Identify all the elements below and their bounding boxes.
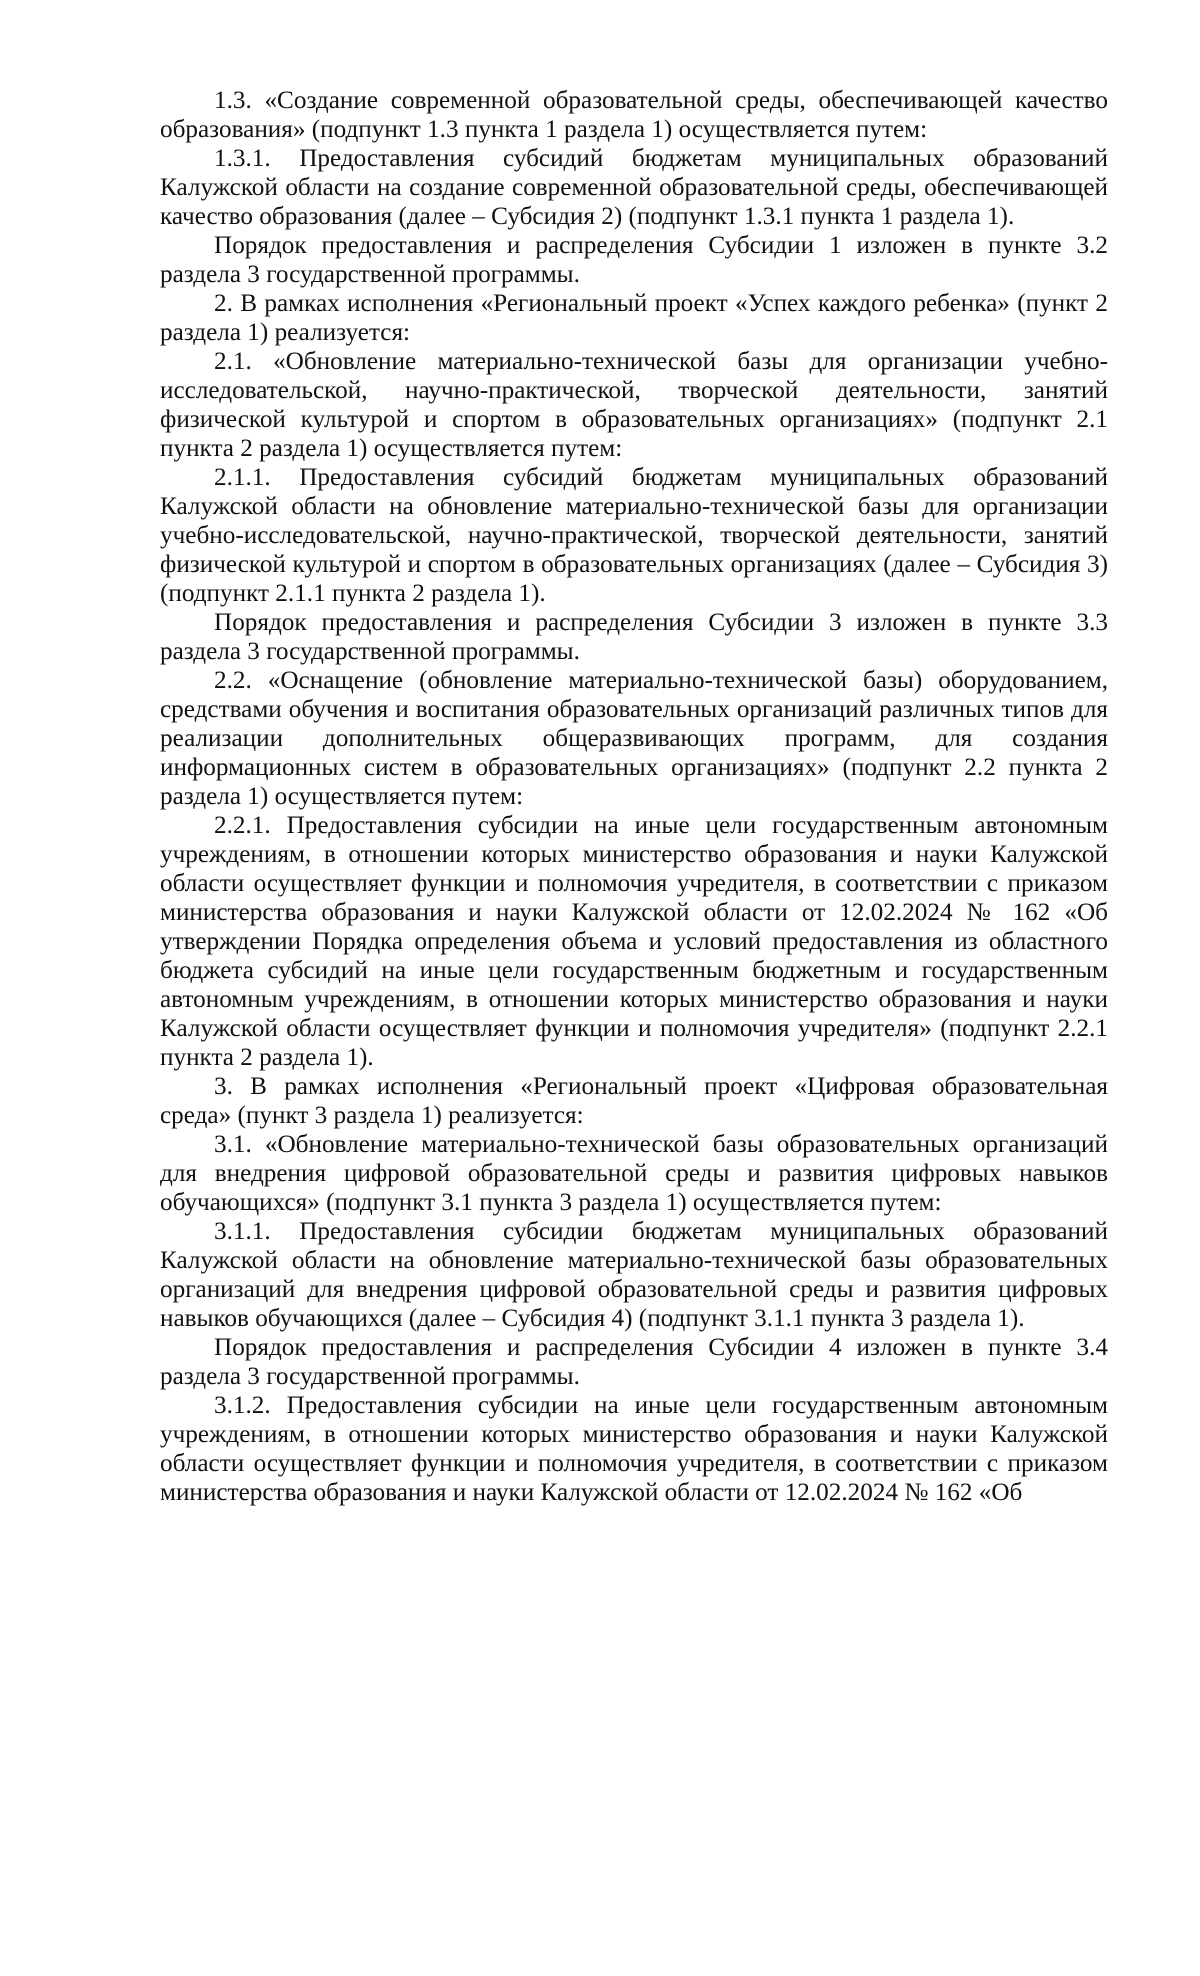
- paragraph: 2.1. «Обновление материально-технической базы для организации учебно-исследовательской, научно-практической, творческой деятельности, занятий физической культурой и спортом в образовательных организациях» (подпункт 2.1 пункта 2 раздела 1) осуществляется путем:: [160, 348, 1108, 462]
- document-body: [160, 86, 1108, 1507]
- paragraph: 2.2.1. Предоставления субсидии на иные цели государственным автономным учреждениям, в отношении которых министерство образования и науки Калужской области осуществляет функции и полномочия учредителя, в соответствии с приказом министерства образования и науки Калужской области от 12.02.2024 № 162 «Об утверждении Порядка определения объема и условий предоставления из областного бюджета субсидий на иные цели государственным бюджетным и государственным автономным учреждениям, в отношении которых министерство образования и науки Калужской области осуществляет функции и полномочия учредителя» (подпункт 2.2.1 пункта 2 раздела 1).: [160, 812, 1108, 1071]
- paragraph: Порядок предоставления и распределения Субсидии 1 изложен в пункте 3.2 раздела 3 государственной программы.: [160, 232, 1108, 288]
- paragraph: Порядок предоставления и распределения Субсидии 4 изложен в пункте 3.4 раздела 3 государственной программы.: [160, 1334, 1108, 1390]
- paragraph: 3.1. «Обновление материально-технической базы образовательных организаций для внедрения цифровой образовательной среды и развития цифровых навыков обучающихся» (подпункт 3.1 пункта 3 раздела 1) осуществляется путем:: [160, 1131, 1108, 1216]
- paragraph: Порядок предоставления и распределения Субсидии 3 изложен в пункте 3.3 раздела 3 государственной программы.: [160, 609, 1108, 665]
- paragraph: 2.2. «Оснащение (обновление материально-технической базы) оборудованием, средствами обучения и воспитания образовательных организаций различных типов для реализации дополнительных общеразвивающих программ, для создания информационных систем в образовательных организациях» (подпункт 2.2 пункта 2 раздела 1) осуществляется путем:: [160, 667, 1108, 810]
- paragraph: 2.1.1. Предоставления субсидий бюджетам муниципальных образований Калужской области на обновление материально-технической базы для организации учебно-исследовательской, научно-практической, творческой деятельности, занятий физической культурой и спортом в образовательных организациях (далее – Субсидия 3) (подпункт 2.1.1 пункта 2 раздела 1).: [160, 464, 1108, 607]
- paragraph: 3.1.2. Предоставления субсидии на иные цели государственным автономным учреждениям, в отношении которых министерство образования и науки Калужской области осуществляет функции и полномочия учредителя, в соответствии с приказом министерства образования и науки Калужской области от 12.02.2024 № 162 «Об: [160, 1392, 1108, 1506]
- paragraph: 2. В рамках исполнения «Региональный проект «Успех каждого ребенка» (пункт 2 раздела 1) реализуется:: [160, 290, 1108, 346]
- paragraph: 3. В рамках исполнения «Региональный проект «Цифровая образовательная среда» (пункт 3 раздела 1) реализуется:: [160, 1073, 1108, 1129]
- paragraph: 1.3. «Создание современной образовательной среды, обеспечивающей качество образования» (подпункт 1.3 пункта 1 раздела 1) осуществляется путем:: [160, 87, 1108, 143]
- paragraph: 1.3.1. Предоставления субсидий бюджетам муниципальных образований Калужской области на создание современной образовательной среды, обеспечивающей качество образования (далее – Субсидия 2) (подпункт 1.3.1 пункта 1 раздела 1).: [160, 145, 1108, 230]
- paragraph: 3.1.1. Предоставления субсидии бюджетам муниципальных образований Калужской области на обновление материально-технической базы образовательных организаций для внедрения цифровой образовательной среды и развития цифровых навыков обучающихся (далее – Субсидия 4) (подпункт 3.1.1 пункта 3 раздела 1).: [160, 1218, 1108, 1332]
